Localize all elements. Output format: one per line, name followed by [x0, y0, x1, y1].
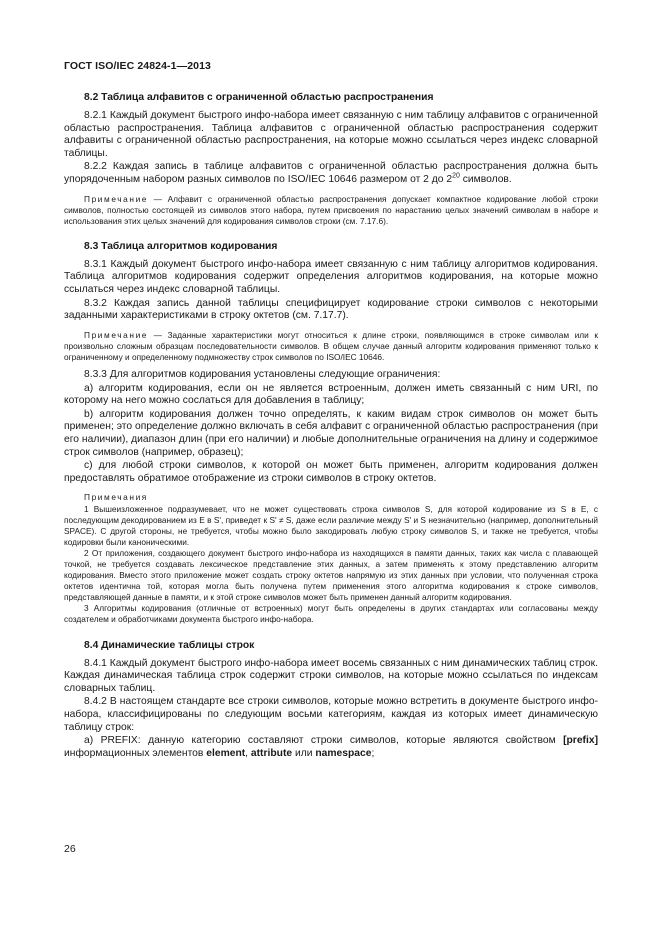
note-3: 3 Алгоритмы кодирования (отличные от встроенных) могут быть определены в других стандартах или согласованы между создателем и обработчиками документа быстрого инфо-набора. [64, 603, 598, 625]
item-text: а) PREFIX: данную категорию составляют строки символов, которые являются свойством [84, 735, 564, 747]
paragraph-8-3-1: 8.3.1 Каждый документ быстрого инфо-набора имеет связанную с ним таблицу алгоритмов кодирования. Таблица алгоритмов кодирования содержит определения алгоритмов кодирования, на которые можно ссылаться через индекс словарной таблицы. [64, 258, 598, 296]
prefix-term: [prefix] [563, 735, 598, 747]
element-term: element [206, 747, 246, 759]
paragraph-8-2-2 [64, 161, 598, 186]
note-label: Примечание [84, 193, 149, 204]
item-text: или [292, 747, 316, 759]
note-8-2 [64, 194, 598, 227]
section-8-2-heading: 8.2 Таблица алфавитов с ограниченной областью распространения [84, 92, 434, 103]
page-content [64, 92, 598, 761]
note-1: 1 Вышеизложенное подразумевает, что не может существовать строка символов S, для которой кодирование из S в E, с последующим декодированием из E в S', приведет к S' ≠ S, даже если различие между S' и S незначительно (например, дополнительный SPACE). С другой стороны, не требуется, чтобы можно было закодировать любую строку символов S, и также не требуется, чтобы кодировки были каноническими. [64, 503, 598, 547]
item-text: ; [371, 747, 375, 759]
attribute-term: attribute [250, 747, 293, 759]
document-header: ГОСТ ISO/IEC 24824-1—2013 [64, 60, 211, 72]
paragraph-8-2-1: 8.2.1 Каждый документ быстрого инфо-набора имеет связанную с ним таблицу алфавитов с ограниченной областью распространения. Таблица алфавитов с ограниченной областью распространения содержит алфавиты с ограниченной областью распространения, на которые можно ссылаться через индекс словарной таблицы. [64, 110, 598, 159]
paragraph-8-4-1: 8.4.1 Каждый документ быстрого инфо-набора имеет восемь связанных с ним динамических таблиц строк. Каждая динамическая таблица строк содержит строки символов, на которые можно ссылаться по индексам словарных таблиц. [64, 657, 598, 694]
page-number: 26 [64, 843, 76, 855]
notes-heading [84, 492, 598, 503]
list-item-b: b) алгоритм кодирования должен точно определять, к каким видам строк символов он может быть применен; это определение должно включать в себя алфавит с ограниченной областью распространения (при его наличии), диапазон длин (при его наличии) и любые дополнительные ограничения на длину и содержимое строк символов (например, образец); [64, 408, 598, 458]
list-item-prefix [64, 735, 598, 760]
item-text: , [245, 747, 251, 759]
paragraph-8-4-2: 8.4.2 В настоящем стандарте все строки символов, которые можно встретить в документе быстрого инфо-набора, классифицированы по следующим восьми категориям, каждая из которых имеет динамическую таблицу строк: [64, 696, 598, 733]
exponent: 20 [452, 172, 460, 180]
note-label: Примечание [84, 329, 149, 340]
list-item-a: а) алгоритм кодирования, если он не является встроенным, должен иметь связанный с ним URI, по которому на него можно сослаться для добавления в таблицу; [64, 382, 598, 407]
section-8-4-heading: 8.4 Динамические таблицы строк [84, 639, 255, 651]
notes-label: Примечания [84, 492, 148, 503]
list-item-c: с) для любой строки символов, к которой он может быть применен, алгоритм кодирования должен предоставлять обратимое отображение из строки символов в строку октетов. [64, 460, 598, 484]
note-2: 2 От приложения, создающего документ быстрого инфо-набора из находящихся в памяти данных, таких как числа с плавающей точкой, не требуется создавать лексическое представление этих данных, а затем применять к этому представлению алгоритм кодирования. Вместо этого приложение может создать строку октетов напрямую из этих данных при условии, что полученная строка октетов идентична той, которая могла быть получена путем применения этого алгоритма кодирования к строке символов, представляющей данные в памяти, и к этой строке символов может быть применен данный алгоритм кодирования. [64, 547, 598, 603]
note-8-3 [64, 330, 598, 363]
note-text: — Заданные характеристики могут относиться к длине строки, появляющимся в строке символам или к произвольно сложным образцам последовательности символов. В общем случае данный алгоритм кодирования применяют только к ограниченному и определенному подмножеству строк символов по ISO/IEC 10646. [64, 329, 598, 362]
paragraph-8-2-2-text: 8.2.2 Каждая запись в таблице алфавитов с ограниченной областью распространения должна быть упорядоченным набором разных символов по ISO/IEC 10646 размером от 2 до 2 [64, 161, 598, 185]
paragraph-8-2-2-tail: символов. [459, 173, 512, 185]
paragraph-8-3-3: 8.3.3 Для алгоритмов кодирования установлены следующие ограничения: [84, 369, 441, 381]
note-text: — Алфавит с ограниченной областью распространения допускает компактное кодирование любой строки символов, полностью состоящей из символов этого набора, путем присвоения по нарастанию целых значений символам в наборе и использования этих целых значений для кодирования символов строки (см. 7.17.6). [64, 193, 598, 226]
namespace-term: namespace [315, 747, 372, 759]
paragraph-8-3-2: 8.3.2 Каждая запись данной таблицы специфицирует кодирование строки символов с некоторыми заданными характеристиками в строку октетов (см. 7.17.7). [64, 297, 598, 322]
item-text: информационных элементов [64, 747, 207, 759]
section-8-3-heading: 8.3 Таблица алгоритмов кодирования [84, 240, 278, 252]
